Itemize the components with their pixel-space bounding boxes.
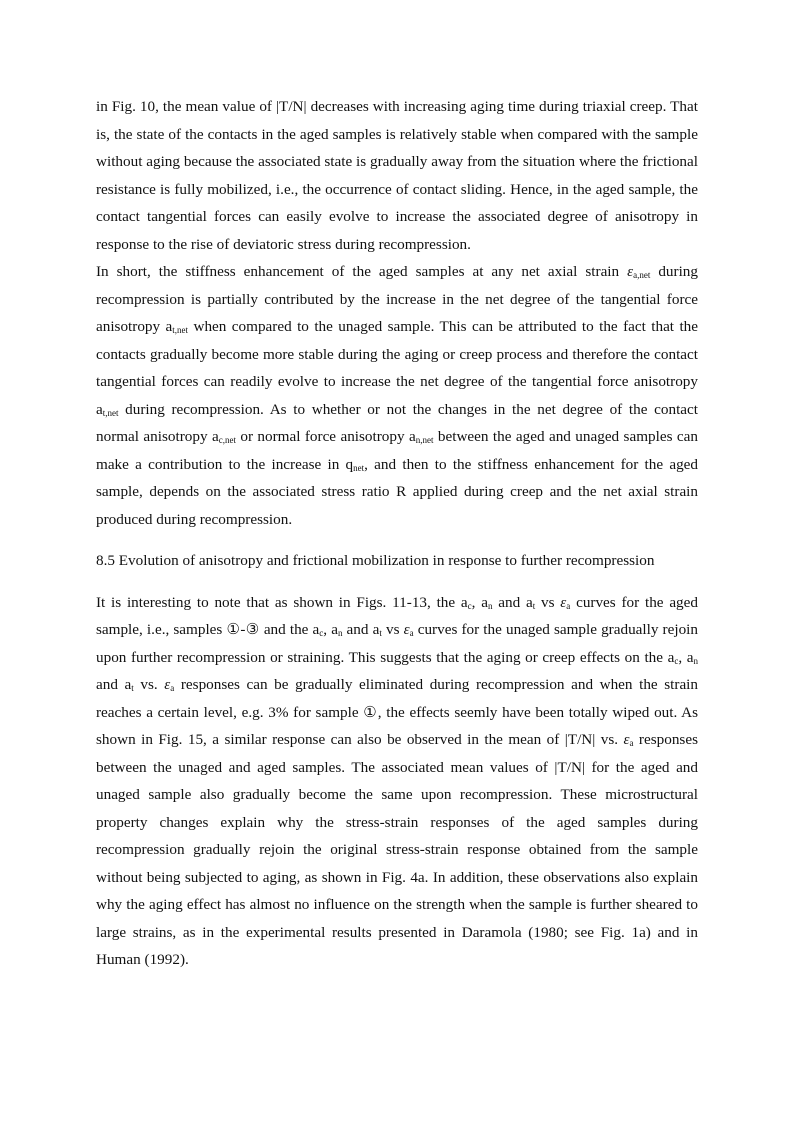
- paragraph-aging-contacts: in Fig. 10, the mean value of |T/N| decreases with increasing aging time during triaxial creep. That is, the state of the contacts in the aged samples is relatively stable when compared with the sample without aging because the associated state is gradually away from the situation where the frictional resistance is fully mobilized, i.e., the occurrence of contact sliding. Hence, in the aged sample, the contact tangential forces can easily evolve to increase the associated degree of anisotropy in response to the rise of deviatoric stress during recompression.: [96, 98, 698, 253]
- text-run: , a: [323, 621, 338, 638]
- subscript: a: [629, 738, 634, 748]
- subscript: t: [131, 683, 134, 693]
- text-run: curves for the aged sample, i.e., samples ①-③ and the a: [96, 593, 698, 638]
- epsilon-symbol: ε: [164, 676, 171, 693]
- text-run: vs: [381, 621, 404, 638]
- paragraph-anisotropy-recompression: [96, 589, 698, 974]
- text-run: , a: [471, 593, 488, 611]
- text-run: vs: [535, 593, 561, 611]
- subscript: n: [487, 600, 493, 611]
- section-heading: 8.5 Evolution of anisotropy and frictional mobilization in response to further recompression: [96, 552, 655, 569]
- text-run: responses between the unaged and aged samples. The associated mean values of |T/N| for the aged and unaged sample also gradually become the same upon recompression. These microstructural property changes explain why the stress-strain responses of the aged samples during recompression gradually rejoin the original stress-strain response obtained from the sample without being subjected to aging, as shown in Fig. 4a. In addition, these observations also explain why the aging effect has almost no influence on the strength when the sample is further sheared to large strains, as in the experimental results presented in Daramola (1980; see Fig. 1a) and in Human (1992).: [96, 731, 698, 968]
- epsilon-symbol: ε: [560, 593, 567, 611]
- text-run: , a: [678, 648, 694, 666]
- text-run: vs.: [133, 676, 165, 693]
- subscript: c: [674, 655, 679, 666]
- text-run: and a: [342, 621, 380, 638]
- subscript: c: [467, 600, 472, 611]
- epsilon-symbol: ε: [403, 621, 410, 638]
- text-run: and a: [96, 676, 132, 693]
- text-run: In short, the stiffness enhancement of the aged samples at any net axial strain: [96, 263, 628, 280]
- text-run: or normal force anisotropy a: [235, 428, 416, 445]
- text-run: , and then to the stiffness enhancement for the aged sample, depends on the associated stress ratio R applied during creep and the net axial strain produced during recompression.: [96, 455, 699, 528]
- subscript: a,net: [633, 270, 651, 280]
- subscript: t: [379, 628, 382, 638]
- subscript: n,net: [415, 435, 434, 445]
- subscript: t: [532, 600, 536, 611]
- epsilon-symbol: ε: [627, 263, 634, 280]
- subscript: n: [693, 655, 698, 666]
- subscript: n: [337, 628, 343, 638]
- subscript: a: [409, 628, 414, 638]
- subscript: net: [353, 462, 365, 473]
- text-run: during recompression is partially contributed by the increase in the net degree of the tangential force anisotropy a: [96, 263, 698, 335]
- subscript: t,net: [102, 407, 119, 418]
- subscript: a: [170, 683, 175, 693]
- text-run: during recompression. As to whether or not the changes in the net degree of the contact normal anisotropy a: [96, 400, 698, 445]
- page-body: [96, 93, 698, 974]
- subscript: c: [319, 628, 324, 638]
- text-run: It is interesting to note that as shown in Figs. 11-13, the a: [96, 593, 468, 611]
- text-run: between the aged and unaged samples can make a contribution to the increase in q: [96, 428, 698, 473]
- epsilon-symbol: ε: [623, 731, 630, 748]
- subscript: t,net: [172, 325, 189, 335]
- text-run: curves for the unaged sample gradually rejoin upon further recompression or straining. This suggests that the aging or creep effects on the a: [96, 621, 698, 666]
- text-run: and a: [492, 593, 533, 611]
- text-run: when compared to the unaged sample. This can be attributed to the fact that the contacts gradually become more stable during the aging or creep process and therefore the contact tangential forces can readily evolve to increase the net degree of the tangential force anisotropy a: [96, 318, 699, 418]
- subscript: a: [566, 600, 571, 611]
- paragraph-stiffness-enhancement: [96, 258, 698, 533]
- text-run: responses can be gradually eliminated during recompression and when the strain reaches a certain level, e.g. 3% for sample ①, the effects seemly have been totally wiped out. As shown in Fig. 15, a similar response can also be observed in the mean of |T/N| vs.: [96, 676, 698, 748]
- subscript: c,net: [218, 435, 236, 445]
